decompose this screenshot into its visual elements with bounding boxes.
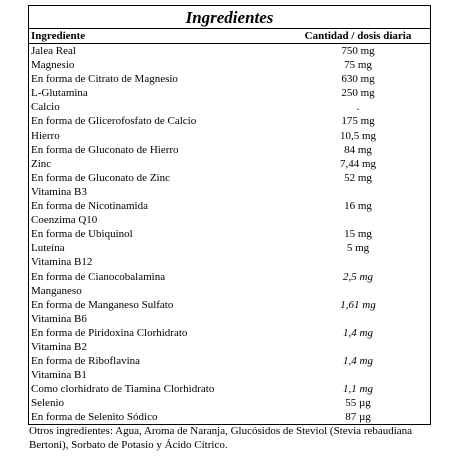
- table-row: [29, 368, 430, 382]
- table-row: [29, 312, 430, 326]
- table-row: [29, 354, 430, 368]
- ingredient-amount: 55 µg: [345, 397, 371, 410]
- ingredient-amount: 84 mg: [344, 143, 372, 156]
- ingredient-amount: 630 mg: [341, 73, 375, 86]
- ingredient-name: Como clorhidrato de Tiamina Clorhidrato: [31, 383, 215, 396]
- ingredient-amount: 15 mg: [344, 228, 372, 241]
- table-row: [29, 241, 430, 255]
- ingredient-amount: 7,44 mg: [339, 157, 377, 170]
- table-title: Ingredientes: [29, 6, 430, 29]
- table-row: [29, 157, 430, 171]
- table-row: [29, 129, 430, 143]
- table-header: [29, 29, 430, 44]
- ingredient-name: Luteína: [31, 242, 65, 255]
- table-row: [29, 171, 430, 185]
- ingredient-name: Vitamina B1: [31, 369, 87, 382]
- ingredient-name: En forma de Citrato de Magnesio: [31, 73, 178, 86]
- ingredient-amount: 2,5 mg: [343, 270, 373, 283]
- table-row: [29, 114, 430, 128]
- ingredient-amount: [288, 340, 428, 354]
- ingredient-amount: [288, 312, 428, 326]
- ingredient-name: En forma de Selenito Sódico: [31, 411, 158, 424]
- ingredient-name: L-Glutamina: [31, 87, 88, 100]
- ingredient-amount: 1,4 mg: [343, 355, 373, 368]
- table-row: [29, 213, 430, 227]
- ingredient-amount: 1,61 mg: [340, 298, 376, 311]
- table-row: [29, 143, 430, 157]
- amount-column-header: Cantidad / dosis diaria: [304, 30, 412, 42]
- ingredient-amount: 75 mg: [344, 59, 372, 72]
- ingredient-amount: 5 mg: [346, 242, 370, 255]
- table-row: [29, 227, 430, 241]
- ingredients-table: [28, 5, 431, 425]
- ingredient-amount: 1,1 mg: [343, 383, 373, 396]
- table-row: [29, 340, 430, 354]
- ingredient-name: Selenio: [31, 397, 64, 410]
- ingredient-amount: 10,5 mg: [339, 129, 377, 142]
- table-row: [29, 396, 430, 410]
- ingredient-name: Magnesio: [31, 59, 75, 72]
- table-row: [29, 382, 430, 396]
- ingredient-amount: [288, 185, 428, 199]
- ingredient-name: En forma de Glicerofosfato de Calcio: [31, 115, 197, 128]
- ingredient-amount: [288, 213, 428, 227]
- ingredient-name: En forma de Piridoxina Clorhidrato: [31, 326, 188, 339]
- ingredient-name: En forma de Riboflavina: [31, 355, 141, 368]
- ingredient-amount: [288, 284, 428, 298]
- ingredient-name: Jalea Real: [31, 45, 76, 57]
- ingredient-name: Manganeso: [31, 284, 82, 297]
- ingredient-name: Vitamina B6: [31, 312, 87, 325]
- table-row: [29, 326, 430, 340]
- table-row: [29, 185, 430, 199]
- table-row: [29, 100, 430, 114]
- ingredient-amount: .: [356, 101, 360, 114]
- table-row: [29, 298, 430, 312]
- ingredient-amount: 52 mg: [344, 171, 372, 184]
- table-row: [29, 44, 430, 58]
- ingredient-amount: [288, 368, 428, 382]
- ingredient-amount: 175 mg: [341, 115, 375, 128]
- ingredient-amount: [288, 255, 428, 269]
- ingredient-name: En forma de Gluconato de Zinc: [31, 171, 170, 184]
- ingredient-name: Coenzima Q10: [31, 214, 98, 227]
- table-row: [29, 72, 430, 86]
- ingredient-name: En forma de Gluconato de Hierro: [31, 143, 179, 156]
- ingredient-amount: 250 mg: [341, 87, 375, 100]
- ingredient-name: Vitamina B3: [31, 185, 87, 198]
- table-row: [29, 255, 430, 269]
- ingredient-name: Zinc: [31, 157, 52, 170]
- ingredient-name: En forma de Nicotinamida: [31, 200, 148, 213]
- ingredient-name: En forma de Ubiquinol: [31, 228, 133, 241]
- other-ingredients-note: Otros ingredientes: Agua, Aroma de Naranja, Glucósidos de Steviol (Stevia rebaudiana Bertoni), Sorbato de Potasio y Ácido Cítrico.: [29, 425, 413, 451]
- table-row: [29, 270, 430, 284]
- ingredient-name: Vitamina B2: [31, 340, 87, 353]
- ingredient-name: En forma de Manganeso Sulfato: [31, 298, 174, 311]
- ingredient-amount: 16 mg: [344, 200, 372, 213]
- table-body: [29, 44, 430, 425]
- ingredient-amount: 87 µg: [345, 411, 371, 424]
- ingredient-amount: 1,4 mg: [343, 326, 373, 339]
- ingredient-name: Hierro: [31, 129, 60, 142]
- table-row: [29, 410, 430, 424]
- table-row: [29, 86, 430, 100]
- ingredient-amount: 750 mg: [341, 45, 375, 57]
- table-row: [29, 199, 430, 213]
- ingredient-column-header: Ingrediente: [31, 30, 86, 42]
- ingredient-name: En forma de Cianocobalamina: [31, 270, 166, 283]
- ingredient-name: Calcio: [31, 101, 60, 114]
- table-row: [29, 284, 430, 298]
- table-row: [29, 58, 430, 72]
- ingredient-name: Vitamina B12: [31, 256, 93, 269]
